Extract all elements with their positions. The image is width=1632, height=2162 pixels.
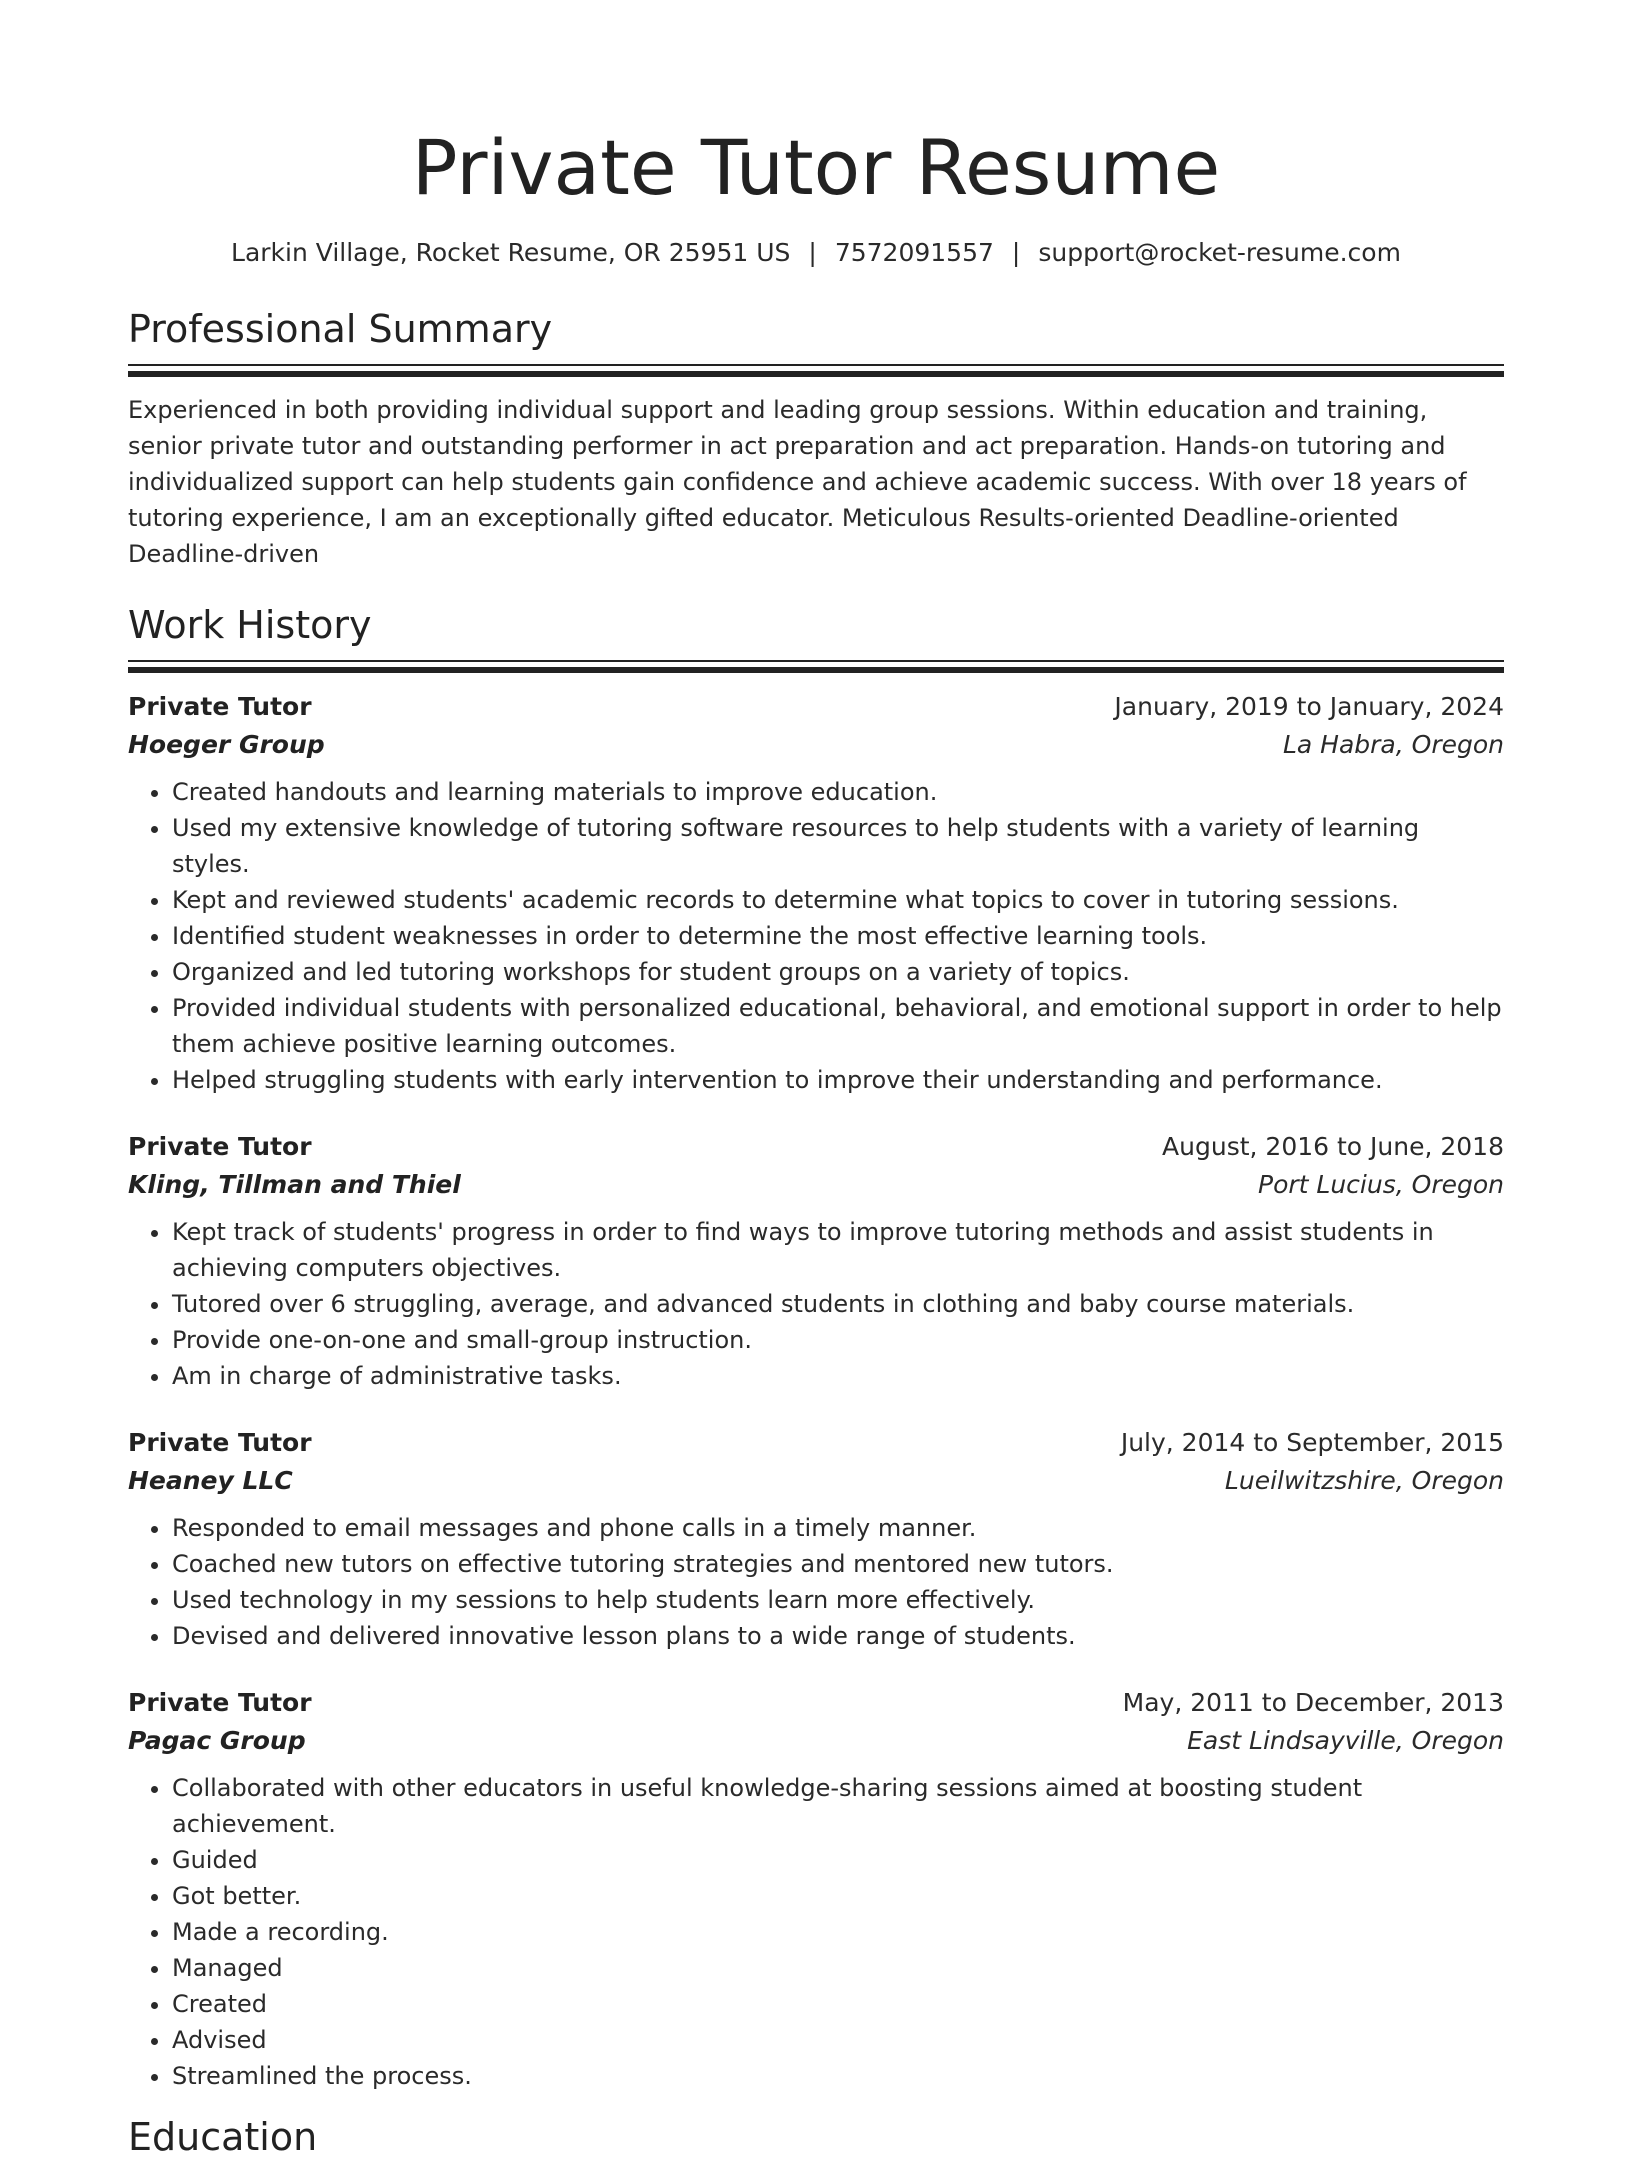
job-bullet: • Collaborated with other educators in useful knowledge-sharing sessions aimed at boosting student achievement.: [172, 1770, 1504, 1842]
page-title: Private Tutor Resume: [411, 123, 1221, 212]
job-list: [128, 688, 1504, 2094]
work-history-section: [128, 600, 1504, 2094]
job-bullet: • Kept and reviewed students' academic records to determine what topics to cover in tutoring sessions.: [172, 882, 1504, 918]
job-bullet: • Coached new tutors on effective tutoring strategies and mentored new tutors.: [172, 1546, 1504, 1582]
job-bullet-list: [128, 1770, 1504, 2094]
job-bullet: • Guided: [172, 1842, 1504, 1878]
job-bullet: • Managed: [172, 1950, 1504, 1986]
job-company-row: [128, 1462, 1504, 1500]
job-bullet: • Created handouts and learning materials to improve education.: [172, 774, 1504, 810]
job-company-row: [128, 1166, 1504, 1204]
job-location: East Lindsayville, Oregon: [1187, 1726, 1504, 1755]
job-bullet: • Got better.: [172, 1878, 1504, 1914]
job-header-row: [128, 688, 1504, 726]
contact-separator: |: [808, 238, 817, 267]
job-bullet: • Tutored over 6 struggling, average, and advanced students in clothing and baby course materials.: [172, 1286, 1504, 1322]
job-bullet: • Helped struggling students with early intervention to improve their understanding and performance.: [172, 1062, 1504, 1098]
job-dates: January, 2019 to January, 2024: [1114, 692, 1504, 721]
job-entry: [128, 688, 1504, 1098]
contact-address: Larkin Village, Rocket Resume, OR 25951 US: [231, 238, 791, 267]
job-bullet: • Streamlined the process.: [172, 2058, 1504, 2094]
summary-section: [128, 304, 1504, 572]
resume-content: [128, 0, 1504, 2162]
job-company-row: [128, 726, 1504, 764]
job-company: Kling, Tillman and Thiel: [128, 1170, 461, 1199]
job-company: Pagac Group: [128, 1726, 306, 1755]
job-bullet-list: [128, 774, 1504, 1098]
job-title: Private Tutor: [128, 1132, 312, 1161]
job-title: Private Tutor: [128, 692, 312, 721]
job-entry: [128, 1424, 1504, 1654]
job-company: Heaney LLC: [128, 1466, 293, 1495]
contact-phone: 7572091557: [834, 238, 994, 267]
job-bullet: • Am in charge of administrative tasks.: [172, 1358, 1504, 1394]
job-dates: August, 2016 to June, 2018: [1162, 1132, 1504, 1161]
job-company: Hoeger Group: [128, 730, 325, 759]
job-header-row: [128, 1128, 1504, 1166]
job-bullet: • Used technology in my sessions to help students learn more effectively.: [172, 1582, 1504, 1618]
summary-heading: Professional Summary: [128, 307, 553, 351]
job-bullet: • Devised and delivered innovative lesson plans to a wide range of students.: [172, 1618, 1504, 1654]
work-history-heading: Work History: [128, 603, 372, 647]
job-bullet-list: [128, 1214, 1504, 1394]
job-title: Private Tutor: [128, 1428, 312, 1457]
job-bullet: • Organized and led tutoring workshops for student groups on a variety of topics.: [172, 954, 1504, 990]
job-bullet: • Made a recording.: [172, 1914, 1504, 1950]
job-header-row: [128, 1684, 1504, 1722]
section-divider: [128, 660, 1504, 674]
job-title: Private Tutor: [128, 1688, 312, 1717]
education-heading: Education: [128, 2115, 318, 2159]
job-bullet: • Created: [172, 1986, 1504, 2022]
section-divider: [128, 364, 1504, 378]
job-company-row: [128, 1722, 1504, 1760]
job-location: Port Lucius, Oregon: [1258, 1170, 1504, 1199]
job-dates: July, 2014 to September, 2015: [1120, 1428, 1504, 1457]
job-bullet: • Advised: [172, 2022, 1504, 2058]
summary-text: Experienced in both providing individual support and leading group sessions. Within education and training, senior private tutor and outstanding performer in act preparation and act preparation. Hands-on tutoring and individualized support can help students gain confidence and achieve academic success. With over 18 years of tutoring experience, I am an exceptionally gifted educator. Meticulous Results-oriented Deadline-oriented Deadline-driven: [128, 396, 1467, 568]
job-bullet-list: [128, 1510, 1504, 1654]
job-bullet: • Identified student weaknesses in order to determine the most effective learning tools.: [172, 918, 1504, 954]
contact-separator: |: [1011, 238, 1021, 267]
job-entry: [128, 1128, 1504, 1394]
job-bullet: • Used my extensive knowledge of tutoring software resources to help students with a variety of learning styles.: [172, 810, 1504, 882]
job-bullet: • Responded to email messages and phone calls in a timely manner.: [172, 1510, 1504, 1546]
job-bullet: • Provide one-on-one and small-group instruction.: [172, 1322, 1504, 1358]
job-bullet: • Provided individual students with personalized educational, behavioral, and emotional support in order to help them achieve positive learning outcomes.: [172, 990, 1504, 1062]
job-header-row: [128, 1424, 1504, 1462]
job-location: Lueilwitzshire, Oregon: [1224, 1466, 1504, 1495]
education-section: [128, 2112, 1504, 2162]
job-location: La Habra, Oregon: [1282, 730, 1504, 759]
contact-email: support@rocket-resume.com: [1038, 238, 1401, 267]
job-bullet: • Kept track of students' progress in order to find ways to improve tutoring methods and assist students in achieving computers objectives.: [172, 1214, 1504, 1286]
contact-line: [128, 236, 1504, 270]
job-entry: [128, 1684, 1504, 2094]
job-dates: May, 2011 to December, 2013: [1122, 1688, 1504, 1717]
